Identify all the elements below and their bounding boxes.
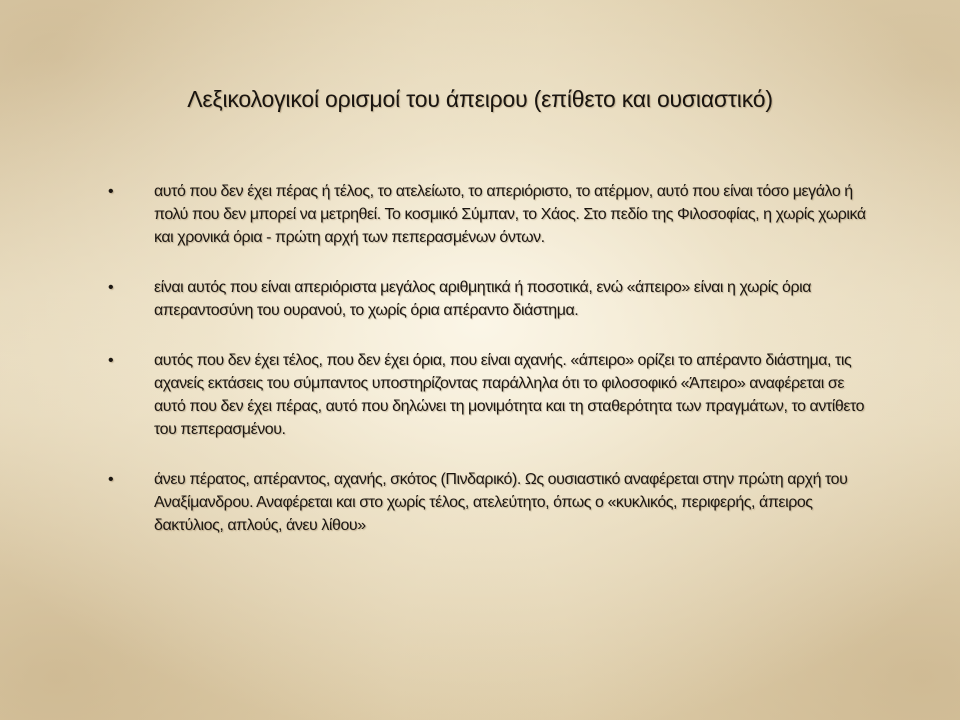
bullet-list bbox=[108, 180, 868, 564]
bullet-item bbox=[108, 349, 868, 441]
bullet-item bbox=[108, 468, 868, 537]
bullet-item bbox=[108, 276, 868, 322]
bullet-marker: • bbox=[108, 352, 114, 369]
slide-title: Λεξικολογικοί ορισμοί του άπειρου (επίθετο και ουσιαστικό) bbox=[187, 86, 773, 112]
bullet-text: άνευ πέρατος, απέραντος, αχανής, σκότος (Πινδαρικό). Ως ουσιαστικό αναφέρεται στην πρώτη αρχή του Αναξίμανδρου. Αναφέρεται και στο χωρίς τέλος, ατελεύτητο, όπως ο «κυκλικός, περιφερής, άπειρος δακτύλιος, απλούς, άνευ λίθου» bbox=[154, 471, 848, 534]
bullet-marker: • bbox=[108, 471, 114, 488]
bullet-marker: • bbox=[108, 183, 114, 200]
bullet-text: αυτός που δεν έχει τέλος, που δεν έχει όρια, που είναι αχανής. «άπειρο» ορίζει το απέραντο διάστημα, τις αχανείς εκτάσεις του σύμπαντος υποστηρίζοντας παράλληλα ότι το φιλοσοφικό «Άπειρο» αναφέρεται σε αυτό που δεν έχει πέρας, αυτό που δηλώνει τη μονιμότητα και τη σταθερότητα των πραγμάτων, το αντίθετο του πεπερασμένου. bbox=[154, 352, 865, 438]
bullet-marker: • bbox=[108, 279, 114, 296]
bullet-text: είναι αυτός που είναι απεριόριστα μεγάλος αριθμητικά ή ποσοτικά, ενώ «άπειρο» είναι η χωρίς όρια απεραντοσύνη του ουρανού, το χωρίς όρια απέραντο διάστημα. bbox=[154, 279, 812, 319]
bullet-item bbox=[108, 180, 868, 249]
bullet-text: αυτό που δεν έχει πέρας ή τέλος, το ατελείωτο, το απεριόριστο, το ατέρμον, αυτό που είναι τόσο μεγάλο ή πολύ που δεν μπορεί να μετρηθεί. Το κοσμικό Σύμπαν, το Χάος. Στο πεδίο της Φιλοσοφίας, η χωρίς χωρικά και χρονικά όρια - πρώτη αρχή των πεπερασμένων όντων. bbox=[154, 183, 866, 246]
